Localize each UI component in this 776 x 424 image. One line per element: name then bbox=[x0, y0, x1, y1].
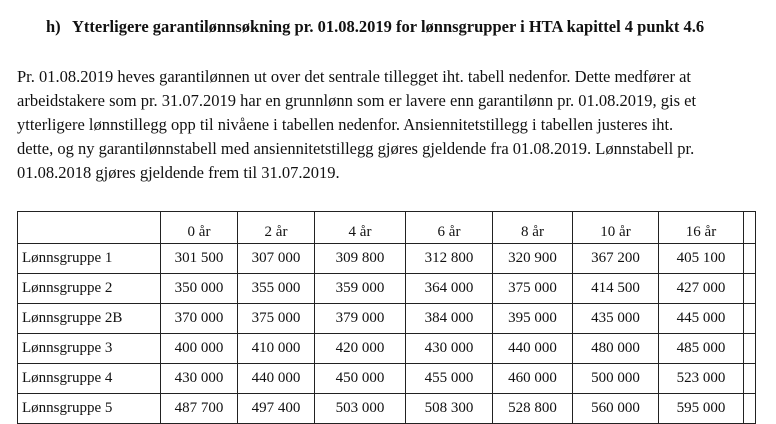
table-cell: 320 900 bbox=[493, 244, 573, 274]
table-cell: 435 000 bbox=[573, 304, 659, 334]
table-cell: 560 000 bbox=[573, 394, 659, 424]
table-cell: 487 700 bbox=[161, 394, 238, 424]
table-header-row bbox=[18, 212, 756, 244]
table-header-cell: 8 år bbox=[493, 212, 573, 244]
paragraph-line: arbeidstakere som pr. 31.07.2019 har en grunnlønn som er lavere enn garantilønn pr. 01.08.2019, gis et bbox=[17, 91, 697, 110]
table-cell: 420 000 bbox=[315, 334, 406, 364]
table-cell: 430 000 bbox=[161, 364, 238, 394]
table-cell-empty bbox=[744, 334, 756, 364]
table-cell: 359 000 bbox=[315, 274, 406, 304]
table-cell: 307 000 bbox=[238, 244, 315, 274]
table-header-cell: 6 år bbox=[406, 212, 493, 244]
table-cell-empty bbox=[744, 394, 756, 424]
body-paragraph bbox=[17, 65, 772, 185]
table-cell: 595 000 bbox=[659, 394, 744, 424]
table-cell-empty bbox=[744, 364, 756, 394]
table-cell: 430 000 bbox=[406, 334, 493, 364]
table-header-cell: 4 år bbox=[315, 212, 406, 244]
table-cell: 384 000 bbox=[406, 304, 493, 334]
section-heading bbox=[46, 17, 704, 37]
table-cell: 375 000 bbox=[238, 304, 315, 334]
table-cell-empty bbox=[744, 244, 756, 274]
table-cell: 370 000 bbox=[161, 304, 238, 334]
table-cell: 528 800 bbox=[493, 394, 573, 424]
paragraph-line: dette, og ny garantilønnstabell med ansiennitetstillegg gjøres gjeldende fra 01.08.2019. Lønnstabell pr. bbox=[17, 139, 695, 158]
row-group-label: Lønnsgruppe 1 bbox=[18, 244, 161, 274]
paragraph-line: Pr. 01.08.2019 heves garantilønnen ut over det sentrale tillegget iht. tabell nedenfor. Dette medfører at bbox=[17, 67, 692, 86]
table-row bbox=[18, 394, 756, 424]
table-cell: 364 000 bbox=[406, 274, 493, 304]
table-header-cell: 0 år bbox=[161, 212, 238, 244]
table-cell: 440 000 bbox=[238, 364, 315, 394]
table-header-cell bbox=[744, 212, 756, 244]
table-header-cell: 16 år bbox=[659, 212, 744, 244]
table-cell: 460 000 bbox=[493, 364, 573, 394]
table-cell: 375 000 bbox=[493, 274, 573, 304]
section-title: Ytterligere garantilønnsøkning pr. 01.08.2019 for lønnsgrupper i HTA kapittel 4 punkt 4.6 bbox=[72, 17, 705, 36]
table-cell-empty bbox=[744, 304, 756, 334]
table-header-cell: 2 år bbox=[238, 212, 315, 244]
table-row bbox=[18, 274, 756, 304]
table-row bbox=[18, 334, 756, 364]
table-cell: 309 800 bbox=[315, 244, 406, 274]
table-header-cell: 10 år bbox=[573, 212, 659, 244]
table-row bbox=[18, 304, 756, 334]
row-group-label: Lønnsgruppe 2B bbox=[18, 304, 161, 334]
table-cell: 367 200 bbox=[573, 244, 659, 274]
table-cell: 450 000 bbox=[315, 364, 406, 394]
table-cell: 350 000 bbox=[161, 274, 238, 304]
row-group-label: Lønnsgruppe 4 bbox=[18, 364, 161, 394]
paragraph-line: 01.08.2018 gjøres gjeldende frem til 31.07.2019. bbox=[17, 163, 340, 182]
table-cell-empty bbox=[744, 274, 756, 304]
salary-table bbox=[17, 211, 756, 424]
table-cell: 405 100 bbox=[659, 244, 744, 274]
table-cell: 355 000 bbox=[238, 274, 315, 304]
table-cell: 445 000 bbox=[659, 304, 744, 334]
row-group-label: Lønnsgruppe 2 bbox=[18, 274, 161, 304]
table-cell: 497 400 bbox=[238, 394, 315, 424]
table-cell: 312 800 bbox=[406, 244, 493, 274]
table-cell: 410 000 bbox=[238, 334, 315, 364]
table-cell: 379 000 bbox=[315, 304, 406, 334]
table-cell: 427 000 bbox=[659, 274, 744, 304]
table-cell: 301 500 bbox=[161, 244, 238, 274]
table-row bbox=[18, 244, 756, 274]
table-cell: 395 000 bbox=[493, 304, 573, 334]
table-row bbox=[18, 364, 756, 394]
table-cell: 523 000 bbox=[659, 364, 744, 394]
paragraph-line: ytterligere lønnstillegg opp til nivåene i tabellen nedenfor. Ansiennitetstillegg i tabellen justeres iht. bbox=[17, 115, 674, 134]
table-cell: 503 000 bbox=[315, 394, 406, 424]
table-cell: 480 000 bbox=[573, 334, 659, 364]
table-cell: 414 500 bbox=[573, 274, 659, 304]
table-header-cell bbox=[18, 212, 161, 244]
table-cell: 400 000 bbox=[161, 334, 238, 364]
row-group-label: Lønnsgruppe 5 bbox=[18, 394, 161, 424]
table-cell: 500 000 bbox=[573, 364, 659, 394]
row-group-label: Lønnsgruppe 3 bbox=[18, 334, 161, 364]
table-cell: 485 000 bbox=[659, 334, 744, 364]
table-cell: 508 300 bbox=[406, 394, 493, 424]
table-cell: 455 000 bbox=[406, 364, 493, 394]
section-number: h) bbox=[46, 17, 61, 36]
table-cell: 440 000 bbox=[493, 334, 573, 364]
